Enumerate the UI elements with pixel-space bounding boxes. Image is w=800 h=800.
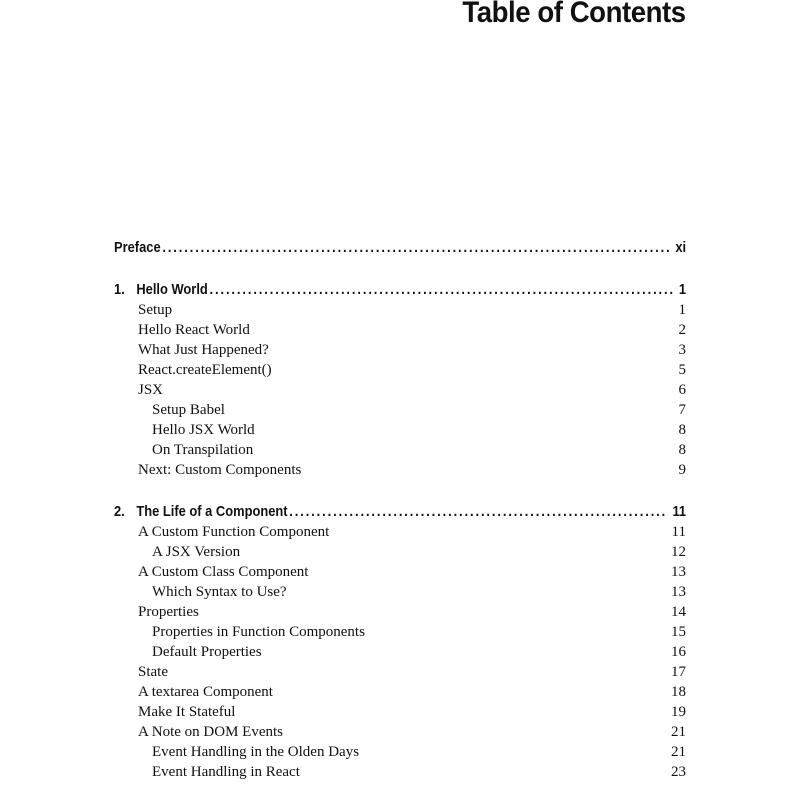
toc-entry-page: 2 [678,322,686,338]
toc-entry-label: A Note on DOM Events [138,724,283,740]
toc-entry-label: Setup [138,302,173,318]
toc-entry-section[interactable] [114,542,686,562]
toc-entry-page: 18 [671,684,686,700]
toc-entry-section[interactable] [114,642,686,662]
toc-entry-label: A Custom Class Component [138,564,309,580]
toc-entry-section[interactable] [114,742,686,762]
toc-entry-page: xi [675,239,687,256]
toc-entry-section[interactable] [114,682,686,702]
toc-entry-page: 15 [671,624,686,640]
chapter-title: Hello World [136,281,208,298]
dot-leader [162,238,670,258]
toc-entry-page: 21 [671,724,686,740]
toc-entry-section[interactable] [114,602,686,622]
toc-entry-page: 1 [678,302,686,318]
toc-entry-label: On Transpilation [152,442,254,458]
chapter-spacer [114,480,686,502]
toc-entry-label: Default Properties [152,644,262,660]
toc-entry-label: A Custom Function Component [138,524,330,540]
toc-entry-label: Properties [138,604,199,620]
toc-entry-page: 11 [671,524,686,540]
dot-leader [210,280,674,300]
toc-entry-label: Preface [114,239,161,256]
toc-entry-section[interactable] [114,340,686,360]
toc-entry-page: 8 [678,442,686,458]
toc-entry-label: State [138,664,168,680]
toc-entry-page: 9 [678,462,686,478]
toc-entry-page: 23 [671,764,686,780]
toc-entry-page: 1 [678,281,687,298]
toc-entry-section[interactable] [114,300,686,320]
toc-entry-page: 21 [671,744,686,760]
toc-entry-preface[interactable] [114,238,686,258]
page-title: Table of Contents [462,0,686,29]
chapter-title: The Life of a Component [136,503,288,520]
toc-entry-section[interactable] [114,562,686,582]
toc-entry-label: A textarea Component [138,684,273,700]
toc-entry-label: React.createElement() [138,362,272,378]
toc-entry-label: Next: Custom Components [138,462,302,478]
toc-entry-label: A JSX Version [152,544,241,560]
toc-entry-page: 3 [678,342,686,358]
toc-entry-section[interactable] [114,662,686,682]
toc-entry-section[interactable] [114,360,686,380]
toc-entry-section[interactable] [114,420,686,440]
toc-entry-section[interactable] [114,522,686,542]
dot-leader [289,502,667,522]
toc-entry-page: 14 [671,604,686,620]
toc-entry-label [114,280,208,300]
toc-entry-section[interactable] [114,722,686,742]
toc-entry-label: What Just Happened? [138,342,269,358]
toc-entry-label: Event Handling in React [152,764,300,780]
toc-entry-page: 12 [671,544,686,560]
toc-entry-section[interactable] [114,380,686,400]
toc-entry-page: 17 [671,664,686,680]
toc-entry-label: Which Syntax to Use? [152,584,287,600]
toc-entry-section[interactable] [114,400,686,420]
toc-entry-page: 13 [671,564,686,580]
toc-entry-label [114,502,288,522]
chapter-number: 2. [114,503,125,520]
toc-entry-label: Properties in Function Components [152,624,365,640]
toc-entry-section[interactable] [114,460,686,480]
toc-entry-section[interactable] [114,762,686,782]
chapter-spacer [114,258,686,280]
toc-entry-page: 6 [678,382,686,398]
toc-entry-section[interactable] [114,582,686,602]
toc-entry-label: Setup Babel [152,402,225,418]
toc-entry-page: 5 [678,362,686,378]
toc-entry-page: 19 [671,704,686,720]
toc-entry-label: Hello React World [138,322,250,338]
toc-entry-section[interactable] [114,622,686,642]
chapter-list [114,258,686,782]
toc-entry-label: Make It Stateful [138,704,236,720]
toc-entry-section[interactable] [114,320,686,340]
toc-entry-page: 7 [678,402,686,418]
toc-entry-chapter[interactable] [114,502,686,522]
toc-entry-chapter[interactable] [114,280,686,300]
toc-entry-page: 8 [678,422,686,438]
toc-entry-page: 11 [672,503,687,520]
chapter-number: 1. [114,281,125,298]
toc-entry-label: JSX [138,382,164,398]
toc-entry-page: 13 [671,584,686,600]
toc-entry-label: Event Handling in the Olden Days [152,744,360,760]
toc-entry-section[interactable] [114,440,686,460]
table-of-contents [114,238,686,782]
toc-entry-section[interactable] [114,702,686,722]
toc-entry-page: 16 [671,644,686,660]
toc-entry-label: Hello JSX World [152,422,255,438]
